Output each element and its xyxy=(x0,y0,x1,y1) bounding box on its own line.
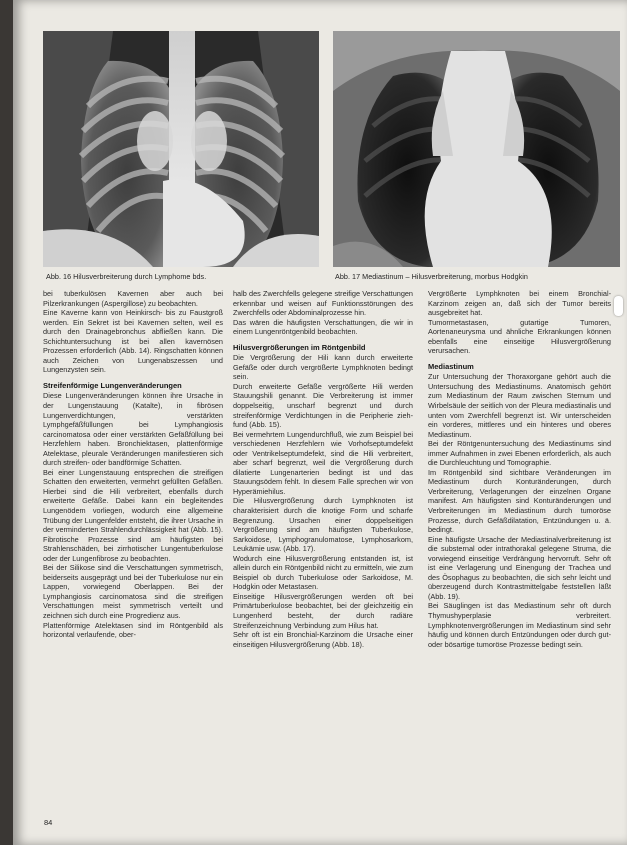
paragraph: Eine Kaverne kann von Heinkirsch- bis zu Faustgroß werden. Ein Sekret ist bei Kavernen selten, weil es durch den Drainagebronchus abfließen kann. Die Schichtuntersuchung ist bei allen kavernösen Prozessen erforderlich (Abb. 14). Ringschatten können auch Zeichen von Lungenabszessen und Lungenzysten sein. xyxy=(43,308,223,375)
figure-16-caption: Abb. 16 Hilusverbreiterung durch Lymphome bds. xyxy=(46,272,207,281)
text-column-1 xyxy=(43,289,223,640)
chest-xray-image xyxy=(43,31,319,267)
paragraph: Sehr oft ist ein Bronchial-Karzinom die Ursache einer einseitigen Hilusvergrößerung (Abb. 18). xyxy=(233,630,413,649)
section-heading: Hilusvergrößerungen im Röntgenbild xyxy=(233,342,366,352)
paragraph: Wodurch eine Hilusvergrößerung entstanden ist, ist allein durch ein Röntgenbild nicht zu ermitteln, wie zum Beispiel ob durch Tuberkulose oder Sarkoidose, M. Hodgkin oder Metastasen. xyxy=(233,553,413,592)
paragraph: Bei Säuglingen ist das Mediastinum sehr oft durch Thymushyperplasie verbreitert. Lymphknotenvergrößerungen im Mediastinum sind sehr häufig und können durch Entzündungen oder durch gut- oder bösartige tumoröse Prozesse bedingt sein. xyxy=(428,601,611,649)
text-column-2 xyxy=(233,289,413,649)
paragraph: Tumormetastasen, gutartige Tumoren, Aortenaneurysma und ähnliche Erkrankungen können ebenfalls eine einseitige Hilusvergrößerung verursachen. xyxy=(428,317,611,356)
book-page xyxy=(13,0,627,845)
paragraph: Vergrößerte Lymphknoten bei einem Bronchial-Karzinom zeigen an, daß sich der Tumor bereits ausgebreitet hat. xyxy=(428,289,611,318)
paragraph: Zur Untersuchung der Thoraxorgane gehört auch die Untersuchung des Mediastinums. Anatomisch gehört zum Mediastinum der Raum zwischen Sternum und Wirbelsäule der seitlich von der Pleura mediastinalis und unten vom Zwerchfell begrenzt ist. Wir unterscheiden ein vorderes, mittleres und ein hinteres und oberes Mediastinum. xyxy=(428,372,611,439)
page-clip xyxy=(614,296,623,316)
figure-16-xray xyxy=(43,31,319,267)
paragraph: Bei der Silikose sind die Verschattungen symmetrisch, beiderseits ausgeprägt und bei der Tuberkulose nur ein Lappen, vorwiegend Oberlappen. Bei der Lymphangiosis carcinomatosa sind die streifigen Verschattungen meist symmetrisch verteilt und zeichnen sich durch eine Progredienz aus. xyxy=(43,563,223,620)
figure-17-xray xyxy=(333,31,620,267)
paragraph: Im Röntgenbild sind sichtbare Veränderungen im Mediastinum durch Konturänderungen, durch Verbreiterung, Verlagerungen der einzelnen Organe manifest. Am häufigsten sind Konturänderungen und Verbreiterungen im Mediastinum durch tumoröse Prozesse, durch Gefäßdilatation, Entzündungen u. ä. bedingt. xyxy=(428,467,611,535)
paragraph: Einseitige Hilusvergrößerungen werden oft bei Primärtuberkulose beobachtet, bei der gleichzeitig ein Lungenherd besteht, der durch radiäre Streifenzeichnung Verbindung zum Hilus hat. xyxy=(233,591,413,630)
page-number: 84 xyxy=(44,818,53,827)
paragraph: Bei vermehrtem Lungendurchfluß, wie zum Beispiel bei verschiedenen Herzfehlern wie Vorhofseptumdefekt oder Ventrikelseptumdefekt, sind die Hili verbreitert, aber scharf begrenzt, weil die Vergrößerung durch dilatierte Lungenarterien bedingt ist und das Stauungsödem fehlt. In diesem Falle sprechen wir von Hyperämiehilus. xyxy=(233,429,413,496)
text-column-3 xyxy=(428,289,611,649)
paragraph: Eine häufigste Ursache der Mediastinalverbreiterung ist die substernal oder intrathorakal gelegene Struma, die vorwiegend einseitige Verdrängung hervorruft. Sehr oft ist eine Verlagerung und Einengung der Trachea und des Ösophagus zu beobachten, die sich sehr leicht und überzeugend durch Kontrastmittelgabe feststellen läßt (Abb. 19). xyxy=(428,534,611,601)
paragraph: Die Vergrößerung der Hili kann durch erweiterte Gefäße oder durch vergrößerte Lymphknoten bedingt sein. xyxy=(233,353,413,382)
paragraph: Plattenförmige Atelektasen sind im Röntgenbild als horizontal verlaufende, ober- xyxy=(43,620,223,640)
paragraph: halb des Zwerchfells gelegene streifige Verschattungen erkennbar und weisen auf Funktionsstörungen des Zwerchfells oder Abdominalprozesse hin. xyxy=(233,289,413,318)
chest-xray-image xyxy=(333,31,620,267)
paragraph: Das wären die häufigsten Verschattungen, die wir in einem Lungenröntgenbild beobachten. xyxy=(233,317,413,337)
paragraph: bei tuberkulösen Kavernen aber auch bei Pilzerkrankungen (Aspergillose) zu beobachten. xyxy=(43,289,223,308)
figure-17-caption: Abb. 17 Mediastinum – Hilusverbreiterung, morbus Hodgkin xyxy=(335,272,528,281)
paragraph: Bei der Röntgenuntersuchung des Mediastinums sind immer Aufnahmen in zwei Ebenen erforderlich, als auch die Durchleuchtung und Tomographie. xyxy=(428,439,611,468)
paragraph: Durch erweiterte Gefäße vergrößerte Hili werden Stauungshili genannt. Die Verbreiterung ist immer doppelseitig, unscharf begrenzt und durch streifenförmige Verdichtungen in die Peripherie zieh-fund (Abb. 15). xyxy=(233,381,413,430)
paragraph: Die Hilusvergrößerung durch Lymphknoten ist charakterisiert durch die knotige Form und scharfe Begrenzung. Ursachen einer doppelseitigen Vergrößerung sind am häufigsten Tuberkulose, Sarkoidose, Lymphogranulomatose, Lymphosarkom, Leukämie usw. (Abb. 17). xyxy=(233,496,413,554)
section-heading: Streifenförmige Lungenveränderungen xyxy=(43,380,182,390)
section-heading: Mediastinum xyxy=(428,361,474,371)
paragraph: Diese Lungenveränderungen können ihre Ursache in der Lungenstauung (Katalte), in fibrösen Lungenverdichtungen, verstärkten Lymphgefäßfüllungen bei Lymphangiosis carcinomatosa oder einer verstärkten Gefäßfüllung bei Herzfehlern haben. Bronchiektasen, plattenförmige Atelektase, pleurale Veränderungen manifestieren sich durch streifen- oder bandförmige Schatten. xyxy=(43,391,223,468)
paragraph: Bei einer Lungenstauung entsprechen die streifigen Schatten den erweiterten, vermehrt gefüllten Gefäßen. Hierbei sind die Hili verbreitert, ebenfalls durch erweiterte Gefäße. Dabei kann ein begleitendes Lungenödem vorliegen, wodurch eine allgemeine Trübung der Lungenfelder entsteht, die ihrer Ursache in der verminderten Strahlendurchlässigkeit hat (Abb. 15). Fibrotische Prozesse sind am häufigsten bei Strahlenschäden, bei zirrhotischer Lungentuberkulose oder der Lungenfibrose zu beobachten. xyxy=(43,467,223,563)
